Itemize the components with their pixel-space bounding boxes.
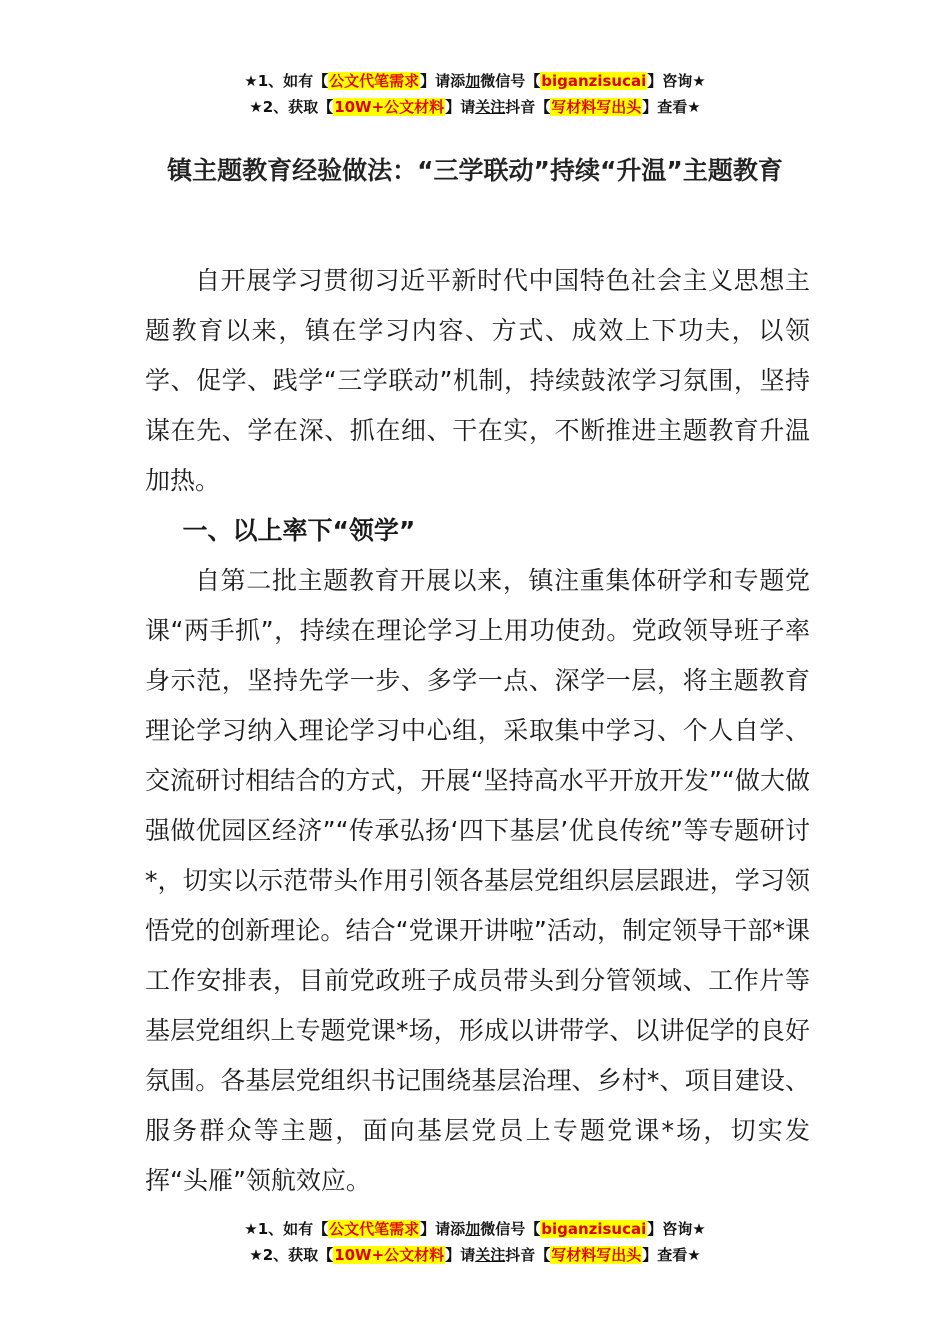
promo-text: ★2、获取【 <box>249 1246 334 1264</box>
promo-text: ★1、如有【 <box>244 72 329 90</box>
document-title: 镇主题教育经验做法：“三学联动”持续“升温”主题教育 <box>167 156 783 185</box>
promo-highlight: biganzisucai <box>541 1220 647 1238</box>
promo-line-1 <box>0 68 950 94</box>
promo-text: ★2、获取【 <box>249 98 334 116</box>
promo-text: ★1、如有【 <box>244 1220 329 1238</box>
promo-text: 】查看★ <box>642 1246 701 1264</box>
promo-highlight: 10W+公文材料 <box>334 98 445 116</box>
promo-text: 抖音【 <box>505 98 551 116</box>
document-body <box>145 256 810 1206</box>
intro-paragraph: 自开展学习贯彻习近平新时代中国特色社会主义思想主题教育以来，镇在学习内容、方式、成效上下功夫，以领学、促学、践学“三学联动”机制，持续鼓浓学习氛围，坚持谋在先、学在深、抓在细、干在实，不断推进主题教育升温加热。 <box>145 266 810 495</box>
promo-text: 】请 <box>445 98 476 116</box>
top-promo-banner <box>0 68 950 120</box>
promo-text: 】查看★ <box>642 98 701 116</box>
promo-highlight: 10W+公文材料 <box>334 1246 445 1264</box>
promo-highlight: 公文代笔需求 <box>329 1220 420 1238</box>
promo-text: 】咨询★ <box>647 72 706 90</box>
promo-text: 微信号【 <box>480 72 541 90</box>
promo-text: 】请添 <box>420 1220 466 1238</box>
promo-text: 】请 <box>445 1246 476 1264</box>
promo-text: 】咨询★ <box>647 1220 706 1238</box>
bottom-promo-banner <box>0 1216 950 1268</box>
promo-underlined: 加 <box>465 72 481 90</box>
promo-line-1 <box>0 1216 950 1242</box>
promo-text: 抖音【 <box>505 1246 551 1264</box>
promo-underlined: 关注 <box>475 1246 506 1264</box>
promo-underlined: 关注 <box>475 98 506 116</box>
promo-highlight: 写材料写出头 <box>551 98 642 116</box>
promo-text: 】请添 <box>420 72 466 90</box>
section-paragraph: 自第二批主题教育开展以来，镇注重集体研学和专题党课“两手抓”，持续在理论学习上用功使劲。党政领导班子率身示范，坚持先学一步、多学一点、深学一层，将主题教育理论学习纳入理论学习中心组，采取集中学习、个人自学、交流研讨相结合的方式，开展“坚持高水平开放开发”“做大做强做优园区经济”“传承弘扬‘四下基层’优良传统”等专题研讨*，切实以示范带头作用引领各基层党组织层层跟进，学习领悟党的创新理论。结合“党课开讲啦”活动，制定领导干部*课工作安排表，目前党政班子成员带头到分管领域、工作片等基层党组织上专题党课*场，形成以讲带学、以讲促学的良好氛围。各基层党组织书记围绕基层治理、乡村*、项目建设、服务群众等主题，面向基层党员上专题党课*场，切实发挥“头雁”领航效应。 <box>145 566 810 1195</box>
promo-highlight: 公文代笔需求 <box>329 72 420 90</box>
promo-highlight: 写材料写出头 <box>551 1246 642 1264</box>
promo-text: 微信号【 <box>480 1220 541 1238</box>
promo-line-2 <box>0 94 950 120</box>
section-heading: 一、以上率下“领学” <box>182 516 416 545</box>
promo-underlined: 加 <box>465 1220 481 1238</box>
promo-highlight: biganzisucai <box>541 72 647 90</box>
promo-line-2 <box>0 1242 950 1268</box>
